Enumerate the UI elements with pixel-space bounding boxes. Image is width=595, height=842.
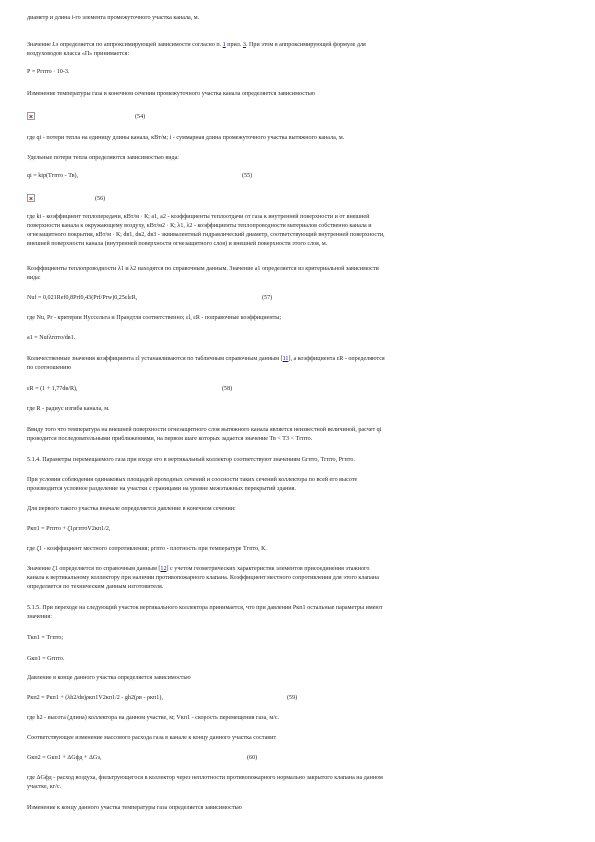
equation-number: (56) <box>95 196 106 202</box>
text-line: проводится последовательными приближениями, на первом шаге которых задается значение Тв < Т3 < Тгпто. <box>27 436 313 442</box>
text-fragment: Количественные значения коэффициента εl устанавливаются по табличным справочным данным [ <box>27 356 283 362</box>
ref-link-3[interactable]: 3 <box>242 42 246 48</box>
text-line: Удельные потери тепла определяются зависимостью вида: <box>27 155 179 161</box>
text-line: по соотношению <box>27 365 71 371</box>
text-fragment: ] с учетом геометрических характеристик элементов присоединения этажного <box>166 566 370 572</box>
text-line: где h2 - высота (длина) коллектора на данном участке, м; Vкп1 - скорость перемещения газа, м/с. <box>27 715 280 721</box>
text-line: Давление в конце данного участка определяется зависимостью <box>27 675 191 681</box>
equation-57: Nuf = 0,021Ref0,8Prf0,43(Prf/Prw)0,25εlεR, <box>27 295 138 301</box>
symbol-text: Lэ <box>52 42 59 48</box>
equation-tkp1: Ткп1 = Тгпто; <box>27 635 64 641</box>
text-line: где qi - потери тепла на единицу длины канала, кВт/м; i - суммарная длина промежуточного участка вытяжного канала, м. <box>27 135 345 141</box>
text-line: воздуховодов класса «П» принимается: <box>27 51 130 57</box>
broken-image-icon <box>27 112 35 120</box>
equation-number: (55) <box>242 173 253 179</box>
ref-link-11[interactable]: 11 <box>282 356 289 362</box>
text-line: где ζ1 - коэффициент местного сопротивления; ρгпто - плотность при температуре Тгпто, К. <box>27 546 267 552</box>
text-line: вида: <box>27 275 41 281</box>
broken-image-icon <box>27 194 35 202</box>
text-fragment: определяется по аппроксимирующей зависимости согласно п. <box>58 42 223 48</box>
equation-60: Gкп2 = Gкп1 + ΔGфд + ΔGэ, <box>27 755 102 761</box>
equation-a1: а1 = Nufλгпто/dв1. <box>27 335 76 341</box>
equation-p: Р = Ргпто · 10-3. <box>27 69 70 75</box>
equation-number: (60) <box>247 755 258 761</box>
equation-59: Ркп2 = Ркп1 + (λh2/dв)ρкп1V2кп1/2 - gh2(ρв - ρкп1), <box>27 695 163 701</box>
text-line: определяется по техническим данным изготовителя. <box>27 584 164 590</box>
equation-number: (59) <box>287 695 298 701</box>
text-line: поверхности канала к окружающему воздуху, кВт/м2 · К; λ1, λ2 - коэффициенты теплопроводности материалов собственно канала и <box>27 223 372 229</box>
text-line: Коэффициенты теплопроводности λ1 и λ2 находятся по справочным данным. Значение а1 определяется из критериальной зависимости <box>27 266 379 272</box>
text-fragment: Значение <box>27 42 53 48</box>
text-line <box>27 565 567 574</box>
text-line: где R - радиус изгиба канала, м. <box>27 406 110 412</box>
text-line: значения: <box>27 614 52 620</box>
ref-link-12[interactable]: 12 <box>160 566 167 572</box>
equation-58: εR = (1 + 1,77dв/R), <box>27 386 78 392</box>
section-heading: 5.1.5. При переходе на следующий участок вертикального коллектора принимается, что при давлении Ркп1 остальные параметры имеют <box>27 605 383 611</box>
text-line: Ввиду того что температура на внешней поверхности огнезащитного слоя вытяжного канала является неизвестной величиной, расчет qi <box>27 427 382 433</box>
text-line: огнезащитного покрытия, кВт/м · К; dв1, dв2, dв3 - эквивалентный гидравлический диаметр, соответствующий внутренней поверхности, <box>27 232 385 238</box>
text-line: диаметр и длина i-го элемента промежуточного участка канала, м. <box>27 15 200 21</box>
text-line: Соответствующее изменение массового расхода газа в канале к концу данного участка составит <box>27 735 277 741</box>
text-line: где ki - коэффициент теплопередачи, кВт/м · К; а1, а2 - коэффициенты теплоотдачи от газа к внутренней поверхности и от внешней <box>27 214 370 220</box>
text-line: участке, кг/с. <box>27 784 62 790</box>
equation-55: qi = kiр(Тгпто - Тв), <box>27 173 79 179</box>
text-line: где Nu, Pr - критерии Нуссельта и Прандтля соответственно; εl, εR - поправочные коэффициенты; <box>27 315 282 321</box>
text-line <box>27 41 567 50</box>
text-line: Для первого такого участка вначале определяется давление в конечном сечении: <box>27 506 236 512</box>
equation-gkp1: Gкп1 = Gгпто. <box>27 656 65 662</box>
text-fragment: Значение ζ1 определяется по справочным данным [ <box>27 566 161 572</box>
text-line: канала к вертикальному коллектору при наличии противопожарного клапана. Коэффициент местного сопротивления для этого клапана <box>27 575 379 581</box>
section-heading: 5.1.4. Параметры перемещаемого газа при входе его в вертикальный коллектор соответствуют значениям Gгпто, Тгпто, Ргпто. <box>27 457 355 463</box>
equation-number: (57) <box>262 295 273 301</box>
text-line: внешней поверхности канала (внутренней поверхности огнезащитного слоя) и внешней поверхности этого слоя, м. <box>27 241 328 247</box>
ref-link-1[interactable]: 1 <box>222 42 226 48</box>
text-line: где ΔGфд - расход воздуха, фильтрующегося в коллектор через неплотности противопожарного нормально закрытого клапана на данном <box>27 775 383 781</box>
equation-number: (58) <box>222 386 233 392</box>
text-fragment: прил. <box>225 42 243 48</box>
text-line: производится условное разделение на участки с границами на уровне межэтажных перекрытий здания. <box>27 486 297 492</box>
text-line: Изменение к концу данного участка температуры газа определяется зависимостью <box>27 805 242 811</box>
text-line: При условии соблюдения одинаковых площадей проходных сечений и соосности таких сечений коллектора по всей его высоте <box>27 477 358 483</box>
equation-pkp1: Ркп1 = Ргпто + ζ1ρгптоV2кп1/2, <box>27 526 111 532</box>
text-fragment: ], а коэффициента εR - определяются <box>288 356 385 362</box>
text-line: Изменение температуры газа в конечном сечении промежуточного участка канала определяется зависимостью <box>27 91 315 97</box>
text-line <box>27 355 567 364</box>
text-fragment: . При этом в аппроксимирующей формуле для <box>245 42 366 48</box>
equation-number: (54) <box>135 114 146 120</box>
